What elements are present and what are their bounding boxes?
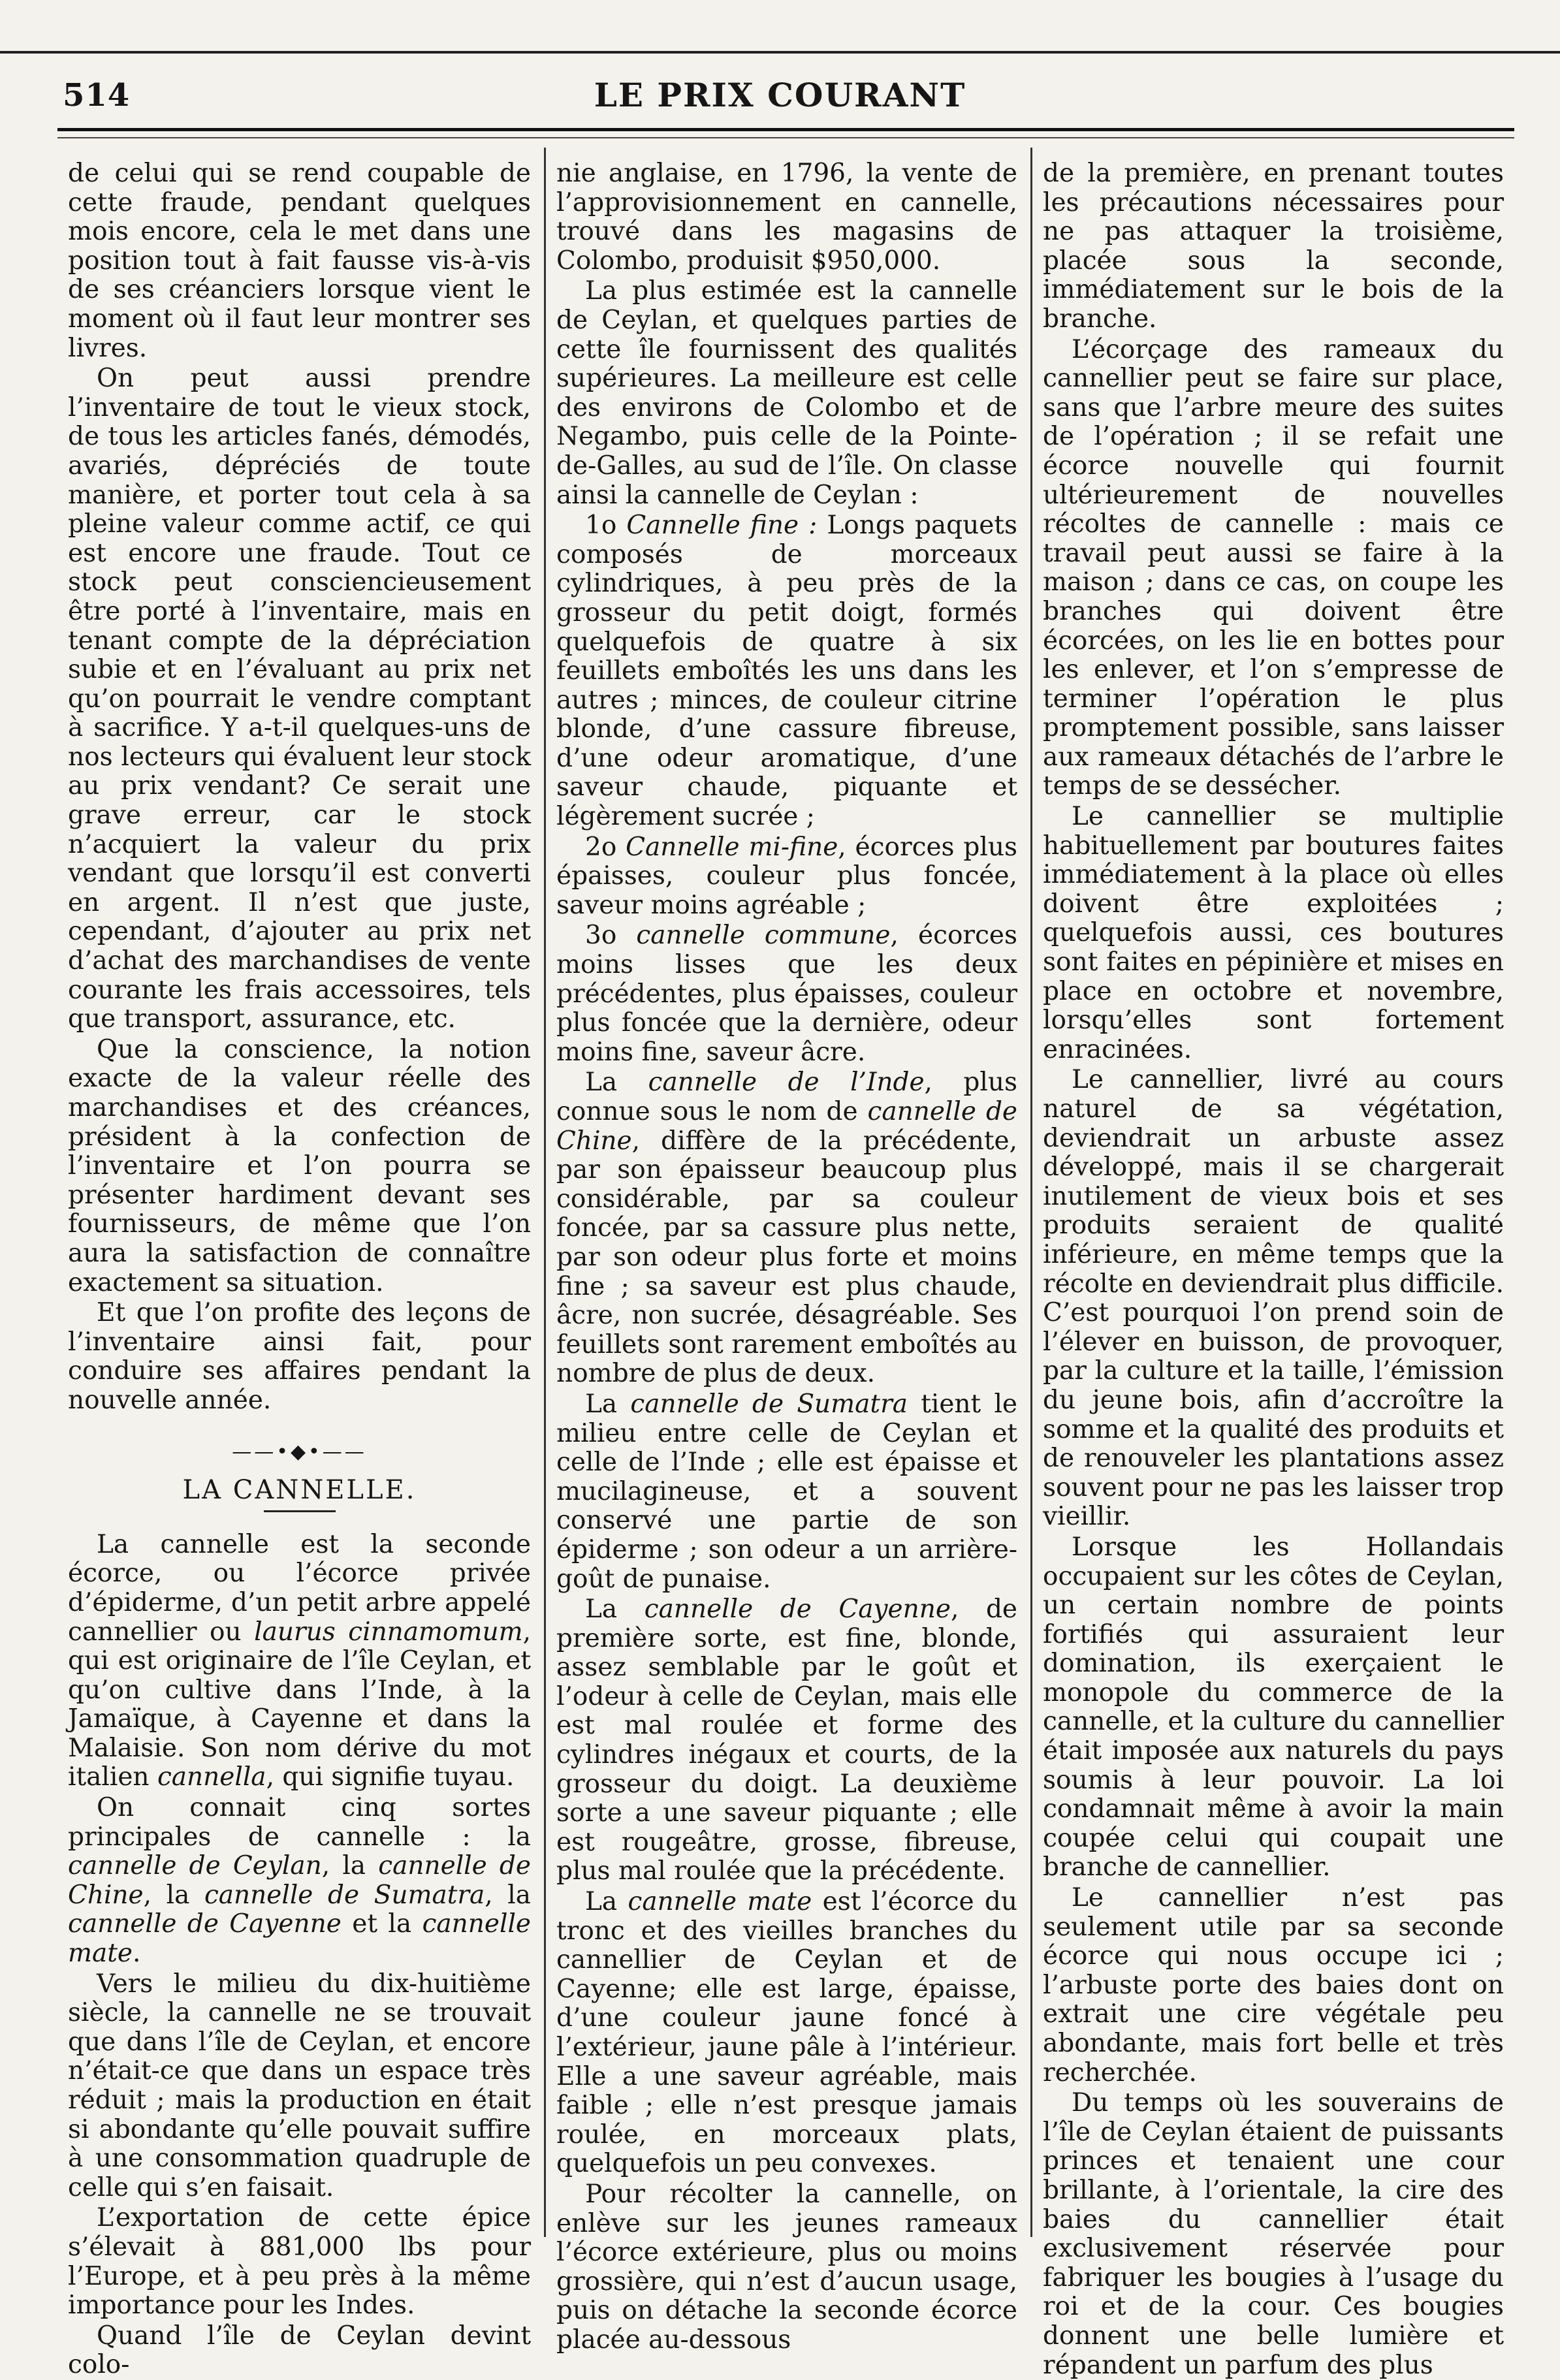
header-rule (57, 128, 1514, 131)
paragraph: La cannelle est la seconde écorce, ou l’écorce privée d’épiderme, d’un petit arbre appelé cannellier ou laurus cinnamomum, qui est originaire de l’île Ceylan, et qu’on cultive dans l’Inde, à la Jamaïque, à Cayenne et dans la Malaisie. Son nom dérive du mot italien cannella, qui signifie tuyau. (68, 1529, 531, 1792)
top-rule (0, 51, 1560, 54)
article-columns (57, 148, 1517, 2380)
paragraph: de la première, en prenant toutes les précautions nécessaires pour ne pas attaquer la troisième, placée sous la seconde, immédiatement sur le bois de la branche. (1043, 159, 1504, 334)
paragraph: Le cannellier, livré au cours naturel de sa végétation, deviendrait un arbuste assez développé, mais il se chargerait inutilement de vieux bois et ses produits seraient de qualité inférieure, en même temps que la récolte en deviendrait plus difficile. C’est pourquoi l’on prend soin de l’élever en buisson, de provoquer, par la culture et la taille, l’émission du jeune bois, afin d’accroître la somme et la qualité des produits et de renouveler les plantations assez souvent pour ne pas les laisser trop vieillir. (1043, 1065, 1504, 1532)
list-item: 1o Cannelle fine : Longs paquets composés de morceaux cylindriques, à peu près de la grosseur du petit doigt, formés quelquefois de quatre à six feuillets emboîtés les uns dans les autres ; minces, de couleur citrine blonde, d’une cassure fibreuse, d’une odeur aromatique, d’une saveur chaude, piquante et légèrement sucrée ; (556, 511, 1017, 832)
paragraph: Pour récolter la cannelle, on enlève sur les jeunes rameaux l’écorce extérieure, plus ou moins grossière, qui n’est d’aucun usage, puis on détache la seconde écorce placée au-dessous (556, 2179, 1017, 2355)
section-title: LA CANNELLE. (182, 1475, 417, 1506)
column-2 (544, 148, 1030, 2355)
paragraph: Le cannellier se multiplie habituellement par boutures faites immédiatement à la place où elles doivent être exploitées ; quelquefois aussi, ces boutures sont faites en pépinière et mises en place en octobre et novembre, lorsqu’elles sont fortement enracinées. (1043, 802, 1504, 1064)
page-header (0, 0, 1560, 150)
paragraph: La cannelle mate est l’écorce du tronc et des vieilles branches du cannellier de Ceylan et de Cayenne; elle est large, épaisse, d’une couleur jaune foncé à l’extérieur, jaune pâle à l’intérieur. Elle a une saveur agréable, mais faible ; elle n’est presque jamais roulée, en morceaux plats, quelquefois un peu convexes. (556, 1887, 1017, 2179)
list-item: 2o Cannelle mi-fine, écorces plus épaisses, couleur plus foncée, saveur moins agréable ; (556, 832, 1017, 920)
paragraph: On peut aussi prendre l’inventaire de tout le vieux stock, de tous les articles fanés, démodés, avariés, dépréciés de toute manière, et porter tout cela à sa pleine valeur comme actif, ce qui est encore une fraude. Tout ce stock peut consciencieusement être porté à l’inventaire, mais en tenant compte de la dépréciation subie et en l’évaluant au prix net qu’on pourrait le vendre comptant à sacrifice. Y a-t-il quelques-uns de nos lecteurs qui évaluent leur stock au prix vendant? Ce serait une grave erreur, car le stock n’acquiert la valeur du prix vendant que lorsqu’il est converti en argent. Il n’est que juste, cependant, d’ajouter au prix net d’achat des marchandises de vente courante les frais accessoires, tels que transport, assurance, etc. (68, 364, 531, 1034)
list-item: 3o cannelle commune, écorces moins lisses que les deux précédentes, plus épaisses, couleur plus foncée que la dernière, odeur moins fine, saveur âcre. (556, 921, 1017, 1067)
paragraph: La cannelle de l’Inde, plus connue sous le nom de cannelle de Chine, diffère de la précédente, par son épaisseur beaucoup plus considérable, par sa couleur foncée, par sa cassure plus nette, par son odeur plus forte et moins fine ; sa saveur est plus chaude, âcre, non sucrée, désagréable. Ses feuillets sont rarement emboîtés au nombre de plus de deux. (556, 1068, 1018, 1389)
column-3 (1030, 148, 1517, 2380)
paragraph: La cannelle de Sumatra tient le milieu entre celle de Ceylan et celle de l’Inde ; elle est épaisse et mucilagineuse, et a souvent conservé une partie de son épiderme ; son odeur a un arrière-goût de punaise. (556, 1389, 1017, 1594)
paragraph: L’écorçage des rameaux du cannellier peut se faire sur place, sans que l’arbre meure des suites de l’opération ; il se refait une écorce nouvelle qui fournit ultérieurement de nouvelles récoltes de cannelle : mais ce travail peut aussi se faire à la maison ; dans ce cas, on coupe les branches qui doivent être écorcées, on les lie en bottes pour les enlever, et l’on s’empresse de terminer l’opération le plus promptement possible, sans laisser aux rameaux détachés de l’arbre le temps de se dessécher. (1043, 334, 1504, 801)
paragraph: nie anglaise, en 1796, la vente de l’approvisionnement en cannelle, trouvé dans les magasins de Colombo, produisit $950,000. (556, 159, 1017, 276)
paragraph: Le cannellier n’est pas seulement utile par sa seconde écorce qui nous occupe ici ; l’arbuste porte des baies dont on extrait une cire végétale peu abondante, mais fort belle et très recherchée. (1043, 1883, 1504, 2087)
paragraph: La plus estimée est la cannelle de Ceylan, et quelques parties de cette île fournissent des qualités supérieures. La meilleure est celle des environs de Colombo et de Negambo, puis celle de la Pointe-de-Galles, au sud de l’île. On classe ainsi la cannelle de Ceylan : (556, 276, 1017, 510)
paragraph: Quand l’île de Ceylan devint colo- (68, 2321, 531, 2380)
paragraph: On connait cinq sortes principales de cannelle : la cannelle de Ceylan, la cannelle de Chine, la cannelle de Sumatra, la cannelle de Cayenne et la cannelle mate. (68, 1793, 532, 1969)
paragraph: L’exportation de cette épice s’élevait à 881,000 lbs pour l’Europe, et à peu près à la même importance pour les Indes. (68, 2203, 531, 2321)
journal-title: LE PRIX COURANT (594, 76, 966, 114)
paragraph: Vers le milieu du dix-huitième siècle, la cannelle ne se trouvait que dans l’île de Ceylan, et encore n’était-ce que dans un espace très réduit ; mais la production en était si abondante qu’elle pouvait suffire à une consommation quadruple de celle qui s’en faisait. (68, 1969, 531, 2202)
paragraph: Et que l’on profite des leçons de l’inventaire ainsi fait, pour conduire ses affaires pendant la nouvelle année. (68, 1298, 531, 1415)
paragraph: Du temps où les souverains de l’île de Ceylan étaient de puissants princes et tenaient une cour brillante, à l’orientale, la cire des baies du cannellier était exclusivement réservée pour fabriquer les bougies à l’usage du roi et de la cour. Ces bougies donnent une belle lumière et répandent un parfum des plus (1043, 2088, 1504, 2380)
paragraph: Lorsque les Hollandais occupaient sur les côtes de Ceylan, un certain nombre de points fortifiés qui assuraient leur domination, ils exerçaient le monopole du commerce de la cannelle, et la culture du cannellier était imposée aux naturels du pays soumis à leur pouvoir. La loi condamnait même à avoir la main coupée celui qui coupait une branche de cannellier. (1043, 1532, 1504, 1882)
paragraph: Que la conscience, la notion exacte de la valeur réelle des marchandises et des créances, président à la confection de l’inventaire et l’on pourra se présenter hardiment devant ses fournisseurs, de même que l’on aura la satisfaction de connaître exactement sa situation. (68, 1034, 531, 1297)
page-number: 514 (63, 77, 131, 114)
header-rule-thin (57, 137, 1514, 138)
column-1 (57, 148, 544, 2380)
paragraph: La cannelle de Cayenne, de première sorte, est fine, blonde, assez semblable par le goût et l’odeur à celle de Ceylan, mais elle est mal roulée et forme des cylindres inégaux et courts, de la grosseur du doigt. La deuxième sorte a une saveur piquante ; elle est rougeâtre, grosse, fibreuse, plus mal roulée que la précédente. (556, 1595, 1017, 1886)
paragraph: de celui qui se rend coupable de cette fraude, pendant quelques mois encore, cela le met dans une position tout à fait fausse vis-à-vis de ses créanciers lorsque vient le moment où il faut leur montrer ses livres. (68, 159, 531, 363)
title-underline (264, 1510, 336, 1512)
section-separator: ——•◆•—— (232, 1440, 367, 1463)
